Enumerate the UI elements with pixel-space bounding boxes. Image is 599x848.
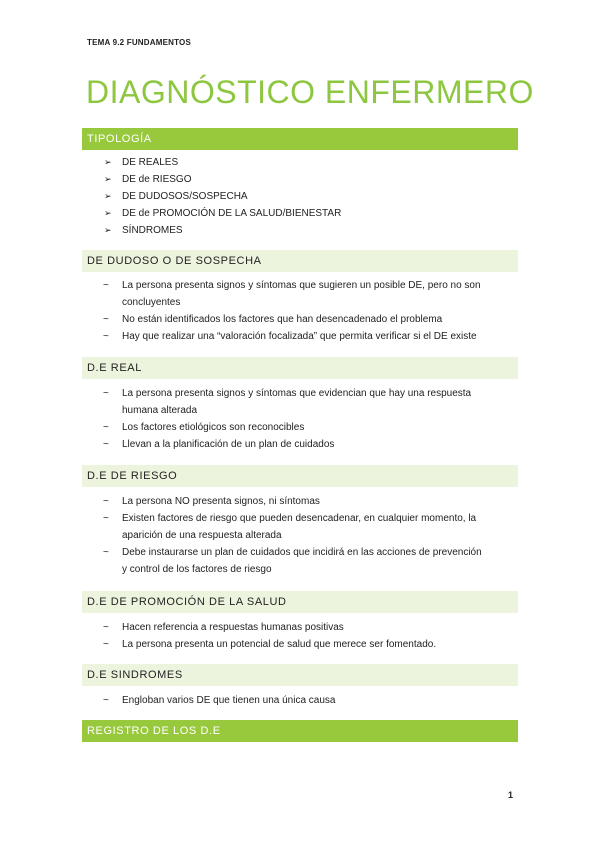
list-item: ➢ DE de RIESGO [0, 171, 341, 188]
promocion-list [0, 619, 436, 653]
list-item: ➢ DE REALES [0, 154, 341, 171]
section-heading-dudoso: DE DUDOSO O DE SOSPECHA [82, 250, 518, 272]
section-heading-real: D.E REAL [82, 357, 518, 379]
list-item: ~ La persona presenta signos y síntomas que sugieren un posible DE, pero no son [0, 277, 481, 294]
list-item: ➢ DE de PROMOCIÓN DE LA SALUD/BIENESTAR [0, 205, 341, 222]
tilde-bullet-icon: ~ [103, 496, 109, 507]
arrow-bullet-icon: ➢ [104, 157, 112, 167]
list-item: ~ Llevan a la planificación de un plan de cuidados [0, 436, 471, 453]
list-item-continuation: concluyentes [122, 297, 181, 308]
list-item-continuation: humana alterada [122, 405, 198, 416]
list-item-continuation: aparición de una respuesta alterada [122, 530, 282, 541]
list-item: ~ La persona presenta un potencial de salud que merece ser fomentado. [0, 636, 436, 653]
tilde-bullet-icon: ~ [103, 547, 109, 558]
tilde-bullet-icon: ~ [103, 695, 109, 706]
list-item: ~ La persona NO presenta signos, ni síntomas [0, 493, 482, 510]
list-item-continuation: y control de los factores de riesgo [122, 564, 272, 575]
tilde-bullet-icon: ~ [103, 622, 109, 633]
arrow-bullet-icon: ➢ [104, 191, 112, 201]
page-number: 1 [508, 790, 514, 800]
section-heading-sindromes: D.E SINDROMES [82, 664, 518, 686]
tipologia-list [0, 154, 341, 239]
tilde-bullet-icon: ~ [103, 314, 109, 325]
arrow-bullet-icon: ➢ [104, 174, 112, 184]
page-header: TEMA 9.2 FUNDAMENTOS [87, 38, 192, 47]
list-item: ~ No están identificados los factores que han desencadenado el problema [0, 311, 481, 328]
section-heading-registro: REGISTRO DE LOS D.E [82, 720, 518, 742]
section-heading-tipologia: TIPOLOGÍA [82, 128, 518, 150]
riesgo-list [0, 493, 482, 578]
tilde-bullet-icon: ~ [103, 513, 109, 524]
dudoso-list [0, 277, 481, 345]
section-heading-promocion: D.E DE PROMOCIÓN DE LA SALUD [82, 591, 518, 613]
page-title: DIAGNÓSTICO ENFERMERO [86, 74, 534, 110]
list-item: ~ Debe instaurarse un plan de cuidados que incidirá en las acciones de prevención [0, 544, 482, 561]
section-heading-riesgo: D.E DE RIESGO [82, 465, 518, 487]
list-item: ~ Los factores etiológicos son reconocibles [0, 419, 471, 436]
tilde-bullet-icon: ~ [103, 422, 109, 433]
list-item: ~ Hacen referencia a respuestas humanas positivas [0, 619, 436, 636]
tilde-bullet-icon: ~ [103, 388, 109, 399]
tilde-bullet-icon: ~ [103, 639, 109, 650]
list-item: ➢ SÍNDROMES [0, 222, 341, 239]
list-item: ~ Hay que realizar una “valoración focalizada” que permita verificar si el DE existe [0, 328, 481, 345]
list-item: ~ La persona presenta signos y síntomas que evidencian que hay una respuesta [0, 385, 471, 402]
tilde-bullet-icon: ~ [103, 439, 109, 450]
list-item: ~ Existen factores de riesgo que pueden desencadenar, en cualquier momento, la [0, 510, 482, 527]
sindromes-list [0, 692, 335, 709]
tilde-bullet-icon: ~ [103, 280, 109, 291]
tilde-bullet-icon: ~ [103, 331, 109, 342]
real-list [0, 385, 471, 453]
arrow-bullet-icon: ➢ [104, 208, 112, 218]
list-item: ~ Engloban varios DE que tienen una única causa [0, 692, 335, 709]
list-item: ➢ DE DUDOSOS/SOSPECHA [0, 188, 341, 205]
arrow-bullet-icon: ➢ [104, 225, 112, 235]
